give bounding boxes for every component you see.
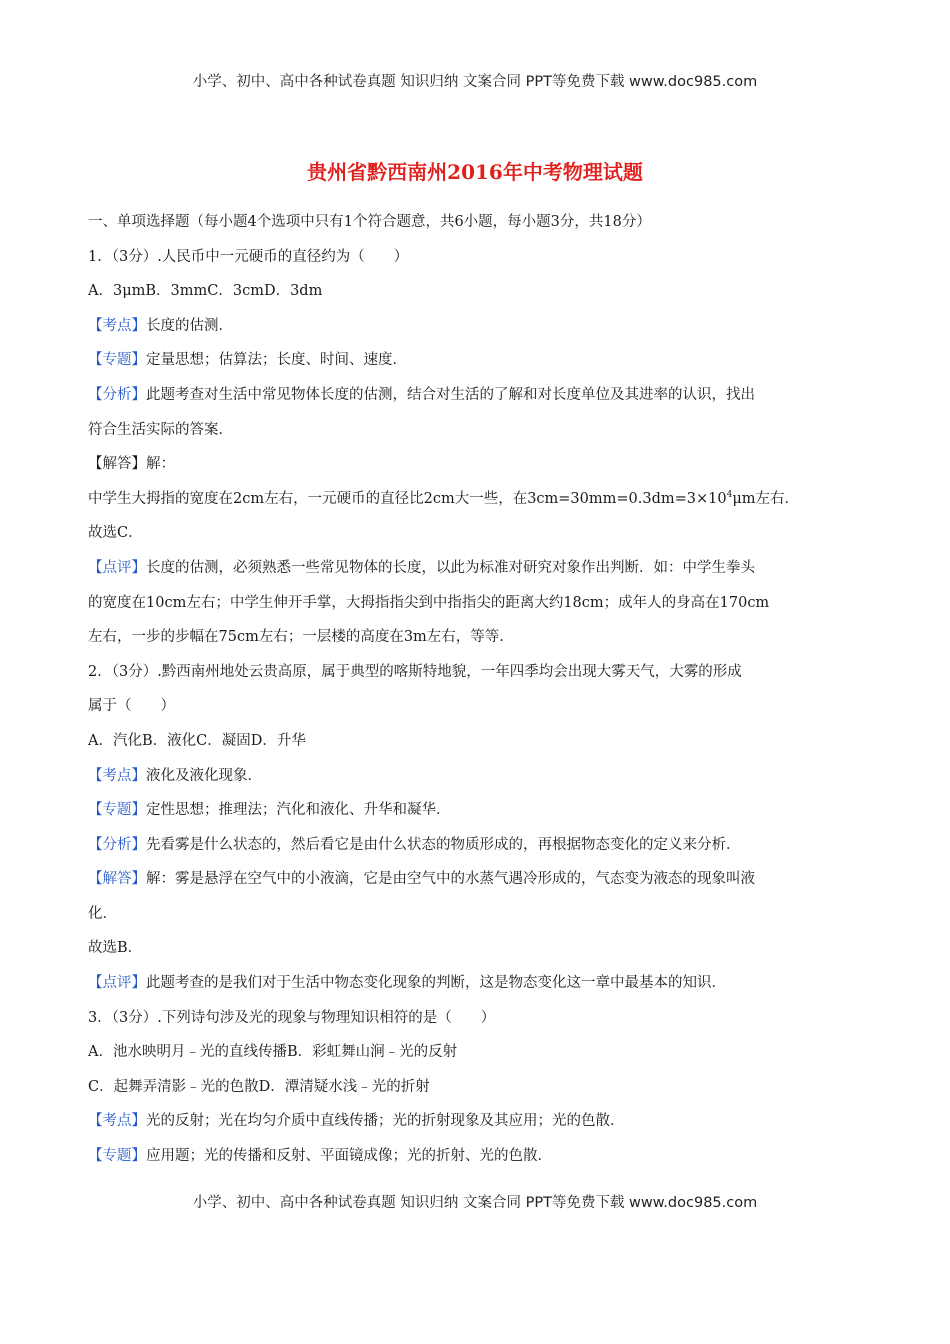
line-text: 应用题；光的传播和反射、平面镜成像；光的折射、光的色散． [146,1148,552,1165]
line-text: 属于（ ） [88,698,175,715]
line-text: 定性思想；推理法；汽化和液化、升华和凝华． [146,802,451,819]
text-line [88,862,863,897]
line-text: 长度的估测，必须熟悉一些常见物体的长度，以此为标准对研究对象作出判断．如：中学生拳头 [146,559,755,576]
text-line [88,482,863,517]
text-line [88,516,863,551]
text-line [88,897,863,932]
section-tag: 【点评】 [88,559,146,576]
line-text: 长度的估测． [146,317,233,334]
section-tag: 【专题】 [88,802,146,819]
line-text: 此题考查对生活中常见物体长度的估测，结合对生活的了解和对长度单位及其进率的认识，找出 [146,386,755,403]
line-text: 符合生活实际的答案． [88,421,233,438]
document-body [88,205,863,1174]
section-tag: 【考点】 [88,1113,146,1130]
section-tag: 【考点】 [88,767,146,784]
text-line [88,828,863,863]
text-line [88,931,863,966]
line-text: 3．（3分）.下列诗句涉及光的现象与物理知识相符的是（ ） [88,1009,496,1026]
line-text: 1．（3分）.人民币中一元硬币的直径约为（ ） [88,248,409,265]
line-text: A．池水映明月﹣光的直线传播B．彩虹舞山涧﹣光的反射 [88,1044,458,1061]
text-line [88,343,863,378]
text-line [88,689,863,724]
text-line [88,378,863,413]
line-text: 定量思想；估算法；长度、时间、速度． [146,352,407,369]
line-text: 光的反射；光在均匀介质中直线传播；光的折射现象及其应用；光的色散． [146,1113,625,1130]
text-line [88,1139,863,1174]
superscript: 4 [726,489,733,500]
line-text: 中学生大拇指的宽度在2cm左右，一元硬币的直径比2cm大一些，在3cm=30mm=0.3dm=3×10 [88,490,727,507]
section-tag: 【考点】 [88,317,146,334]
text-line [88,1070,863,1105]
text-line [88,966,863,1001]
line-text: C．起舞弄清影﹣光的色散D．潭清疑水浅﹣光的折射 [88,1078,430,1095]
text-line [88,1035,863,1070]
line-text: 2．（3分）.黔西南州地处云贵高原，属于典型的喀斯特地貌，一年四季均会出现大雾天气，大雾的形成 [88,663,742,680]
line-text: 先看雾是什么状态的，然后看它是由什么状态的物质形成的，再根据物态变化的定义来分析． [146,836,741,853]
line-text: 【解答】解： [88,456,175,473]
line-text: 解：雾是悬浮在空气中的小液滴，它是由空气中的水蒸气遇冷形成的，气态变为液态的现象叫液 [146,871,755,888]
text-line [88,620,863,655]
text-line [88,551,863,586]
page-header: 小学、初中、高中各种试卷真题 知识归纳 文案合同 PPT等免费下载 www.doc985.com [192,74,758,90]
text-line [88,309,863,344]
line-text-continued: μm左右． [732,490,800,507]
text-line [88,205,863,240]
line-text: 故选B． [88,940,143,957]
line-text: 一、单项选择题（每小题4个选项中只有1个符合题意，共6小题，每小题3分，共18分） [88,214,651,230]
line-text: 的宽度在10cm左右；中学生伸开手掌，大拇指指尖到中指指尖的距离大约18cm；成年人的身高在170cm [88,594,770,611]
text-line [88,793,863,828]
line-text: 化． [88,905,117,922]
line-text: 故选C． [88,525,143,542]
text-line [88,655,863,690]
section-tag: 【解答】 [88,871,146,888]
text-line [88,1104,863,1139]
text-line [88,447,863,482]
section-tag: 【分析】 [88,836,146,853]
text-line [88,240,863,275]
text-line [88,724,863,759]
text-line [88,1001,863,1036]
section-tag: 【专题】 [88,352,146,369]
section-tag: 【专题】 [88,1148,146,1165]
section-tag: 【分析】 [88,386,146,403]
line-text: 液化及液化现象． [146,767,262,784]
line-text: 此题考查的是我们对于生活中物态变化现象的判断，这是物态变化这一章中最基本的知识． [146,975,726,992]
line-text: 左右，一步的步幅在75cm左右；一层楼的高度在3m左右，等等． [88,629,514,646]
text-line [88,759,863,794]
section-tag: 【点评】 [88,975,146,992]
page-footer: 小学、初中、高中各种试卷真题 知识归纳 文案合同 PPT等免费下载 www.doc985.com [192,1195,758,1211]
text-line [88,274,863,309]
text-line [88,586,863,621]
line-text: A．汽化B．液化C．凝固D．升华 [88,732,306,749]
line-text: A．3μmB．3mmC．3cmD．3dm [88,283,323,300]
text-line [88,413,863,448]
document-title: 贵州省黔西南州2016年中考物理试题 [307,160,643,184]
